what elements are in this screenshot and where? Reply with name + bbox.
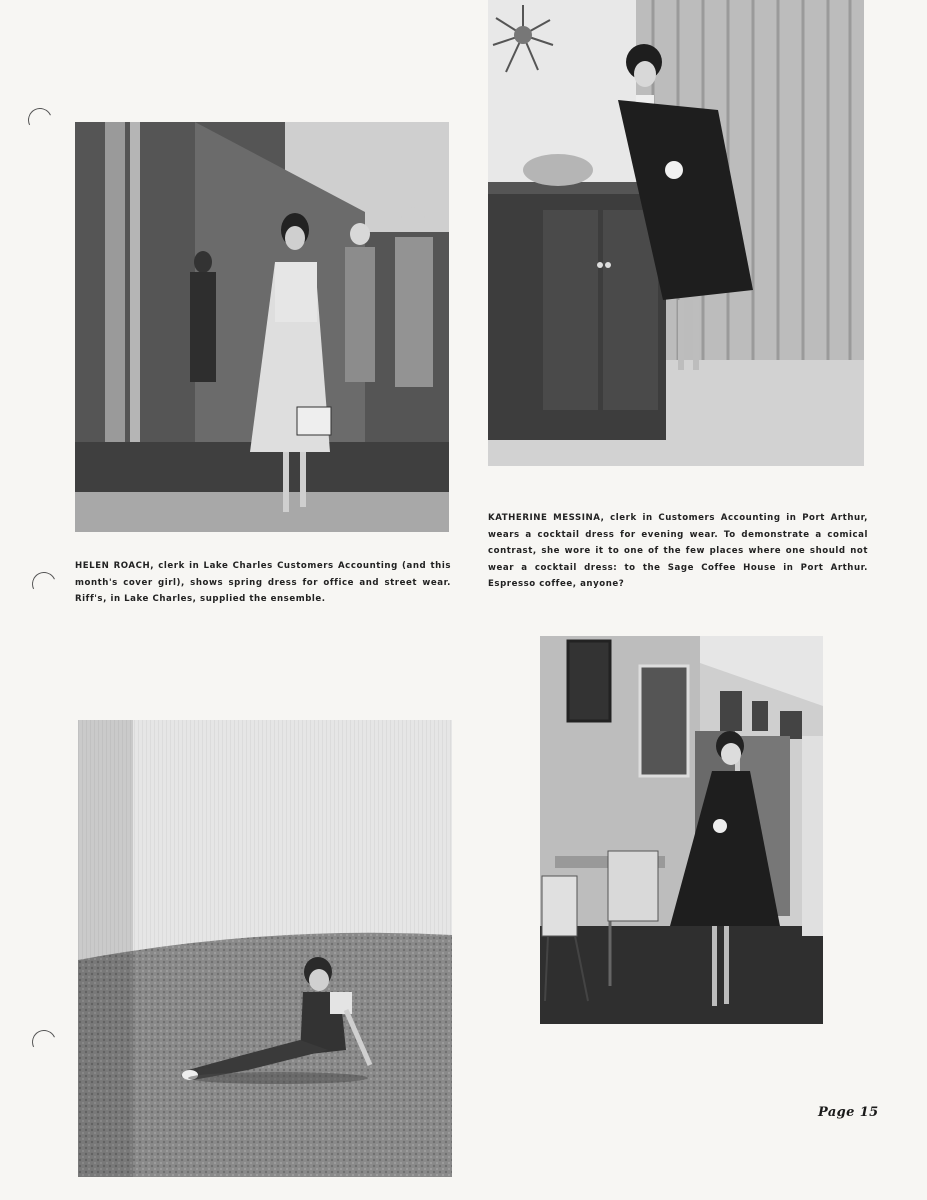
helen-roach-caption: HELEN ROACH, clerk in Lake Charles Customers Accounting (and this month's cover girl), shows spring dress for office and street wear. Riff's, in Lake Charles, supplied the ensemble.	[75, 561, 451, 604]
coffee-house-photo	[540, 636, 823, 1024]
binder-hole-top	[25, 105, 56, 136]
binder-hole-bottom	[29, 1027, 60, 1058]
katherine-messina-photo	[488, 0, 864, 466]
lawn-photo	[78, 720, 452, 1177]
page-number: Page 15	[818, 1105, 879, 1120]
binder-hole-middle	[29, 569, 60, 600]
katherine-messina-caption: KATHERINE MESSINA, clerk in Customers Accounting in Port Arthur, wears a cocktail dress for evening wear. To demonstrate a comical contrast, she wore it to one of the few places where one should not wear a cocktail dress: to the Sage Coffee House in Port Arthur. Espresso coffee, anyone?	[488, 513, 868, 589]
helen-roach-photo	[75, 122, 449, 532]
